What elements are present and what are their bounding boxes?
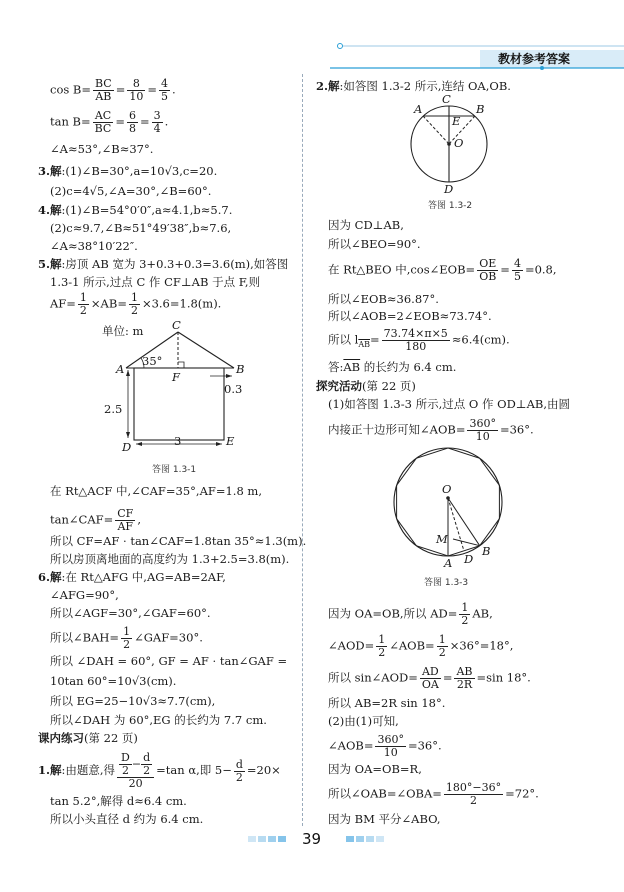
- practice-1-line3: 所以小头直径 d 约为 6.4 cm.: [50, 812, 204, 826]
- point-a: A: [116, 362, 125, 376]
- r-line1: 因为 CD⊥AB,: [328, 218, 404, 232]
- problem-6-line2: ∠AFG=90°,: [50, 588, 119, 602]
- problem-6: 6.解:在 Rt△AFG 中,AG=AB=2AF,: [38, 570, 226, 584]
- sol5-line3: 所以 CF=AF · tan∠CAF=1.8tan 35°≈1.3(m).: [50, 534, 307, 548]
- point-e: E: [226, 434, 235, 448]
- u-line5: (2)由(1)可知,: [328, 714, 399, 728]
- point-b: B: [236, 362, 245, 376]
- fig3-point-a: A: [444, 556, 453, 570]
- angle-35: 35°: [142, 354, 163, 368]
- fig2-point-c: C: [442, 92, 451, 106]
- problem-2: 2.解:如答图 1.3-2 所示,连结 OA,OB.: [316, 79, 511, 93]
- sol5-line2: tan∠CAF= $\frac{CF}{AF}$ ,: [50, 507, 141, 533]
- t-line1: (1)如答图 1.3-3 所示,过点 O 作 OD⊥AB,由圆: [328, 397, 571, 411]
- problem-6-line4: 所以∠BAH= $\frac{1}{2}$ ∠GAF=30°.: [50, 625, 203, 651]
- overhang-label: 0.3: [224, 382, 243, 396]
- fig3-point-d: D: [464, 552, 474, 566]
- point-c: C: [172, 318, 181, 332]
- u-line7: 因为 OA=OB=R,: [328, 762, 422, 776]
- problem-4-part3: ∠A≈38°10′22″.: [50, 239, 138, 253]
- problem-6-line7: 所以 EG=25−10√3≈7.7(cm),: [50, 694, 216, 708]
- u-line4: 所以 AB=2R sin 18°.: [328, 696, 446, 710]
- fig2-point-o: O: [454, 136, 464, 150]
- r-line6: 所以 $l_{\overline{AB}}=$ $\frac{73.74\times\pi\times 5}{180}$ ≈6.4(cm).: [328, 327, 510, 353]
- problem-5: 5.解:房顶 AB 宽为 3+0.3+0.3=3.6(m),如答图: [38, 257, 289, 271]
- t-line2: 内接正十边形可知∠AOB= $\frac{360^\circ}{10}$ =36°.: [328, 417, 534, 443]
- practice-1-line2: tan 5.2°,解得 d≈6.4 cm.: [50, 794, 187, 808]
- practice-1: 1.解:由题意,得 $\frac{D}{2}$ − $\frac{d}{2}$ 20 =tan α,即 5− $\frac{d}{2}$ =20×: [38, 751, 281, 790]
- unit-label: 单位: m: [102, 324, 144, 338]
- problem-6-line3: 所以∠AGF=30°,∠GAF=60°.: [50, 606, 211, 620]
- width-label: 3: [174, 434, 182, 448]
- u-line8: 所以∠OAB=∠OBA= $\frac{180^\circ-36^\circ}{2}$ =72°.: [328, 781, 539, 807]
- problem-5-line2: 1.3-1 所示,过点 C 作 CF⊥AB 于点 F,则: [50, 275, 261, 289]
- figure-3-caption: 答图 1.3-3: [424, 578, 469, 588]
- figure-1-3-1: [100, 318, 280, 458]
- problem-3-part2: (2)c=4√5,∠A=30°,∠B=60°.: [50, 184, 212, 198]
- u-line3: 所以 sin∠AOD= $\frac{AD}{OA}$ = $\frac{AB}{2R}$ =sin 18°.: [328, 665, 531, 691]
- figure-1-3-3: [388, 442, 508, 568]
- problem-6-line8: 所以∠DAH 为 60°,EG 的长约为 7.7 cm.: [50, 713, 267, 727]
- tan-b-line: tan B= $\frac{AC}{BC}$ = $\frac{6}{8}$ = $\frac{3}{4}$ .: [50, 109, 169, 135]
- sol5-line1: 在 Rt△ACF 中,∠CAF=35°,AF=1.8 m,: [50, 484, 262, 498]
- fig3-point-o: O: [442, 482, 452, 496]
- fig2-point-b: B: [476, 102, 485, 116]
- point-d: D: [122, 440, 132, 454]
- section-exploration: 探究活动(第 22 页): [316, 379, 416, 393]
- u-line1: 因为 OA=OB,所以 AD= $\frac{1}{2}$ AB,: [328, 601, 493, 627]
- header-decoration: [330, 36, 624, 70]
- page-number: 39: [302, 830, 322, 848]
- figure-1-caption: 答图 1.3-1: [152, 465, 197, 475]
- house-diagram: [100, 318, 280, 458]
- fig2-point-a: A: [414, 102, 423, 116]
- problem-6-line6: 10tan 60°=10√3(cm).: [50, 674, 177, 688]
- figure-2-caption: 答图 1.3-2: [428, 201, 473, 211]
- r-line5: 所以∠AOB=2∠EOB≈73.74°.: [328, 309, 492, 323]
- cos-b-line: cos B= $\frac{BC}{AB}$ = $\frac{8}{10}$ = $\frac{4}{5}$ .: [50, 77, 176, 103]
- fig3-point-m: M: [436, 532, 448, 546]
- problem-4: 4.解:(1)∠B=54°0′0″,a≈4.1,b≈5.7.: [38, 203, 233, 217]
- point-f: F: [172, 370, 180, 384]
- r-line2: 所以∠BEO=90°.: [328, 237, 421, 251]
- r-line7: 答$:\overline{AB}$ 的长约为 6.4 cm.: [328, 360, 457, 374]
- figure-1-3-2: [404, 94, 494, 194]
- fig2-point-d: D: [444, 182, 454, 196]
- problem-6-line5: 所以 ∠DAH = 60°, GF = AF · tan∠GAF =: [50, 654, 288, 668]
- problem-5-line3: AF= $\frac{1}{2}$ ×AB= $\frac{1}{2}$ ×3.6=1.8(m).: [50, 291, 222, 317]
- height-label: 2.5: [104, 402, 123, 416]
- r-line3: 在 Rt△BEO 中,cos∠EOB= $\frac{OE}{OB}$ = $\frac{4}{5}$ =0.8,: [328, 257, 557, 283]
- header-title: 教材参考答案: [498, 52, 571, 66]
- sol5-line4: 所以房顶离地面的高度约为 1.3+2.5=3.8(m).: [50, 552, 290, 566]
- problem-3: 3.解:(1)∠B=30°,a=10√3,c=20.: [38, 164, 218, 178]
- section-classroom-practice: 课内练习(第 22 页): [38, 731, 138, 745]
- problem-4-part2: (2)c≈9.7,∠B≈51°49′38″,b≈7.6,: [50, 221, 232, 235]
- angle-result: ∠A≈53°,∠B≈37°.: [50, 142, 154, 156]
- fig3-point-b: B: [482, 544, 491, 558]
- column-divider: [302, 74, 303, 826]
- r-line4: 所以∠EOB≈36.87°.: [328, 292, 439, 306]
- u-line6: ∠AOB= $\frac{360^\circ}{10}$ =36°.: [328, 733, 442, 759]
- u-line2: ∠AOD= $\frac{1}{2}$ ∠AOB= $\frac{1}{2}$ ×36°=18°,: [328, 633, 514, 659]
- fig2-point-e: E: [452, 114, 461, 128]
- u-line9: 因为 BM 平分∠ABO,: [328, 812, 441, 826]
